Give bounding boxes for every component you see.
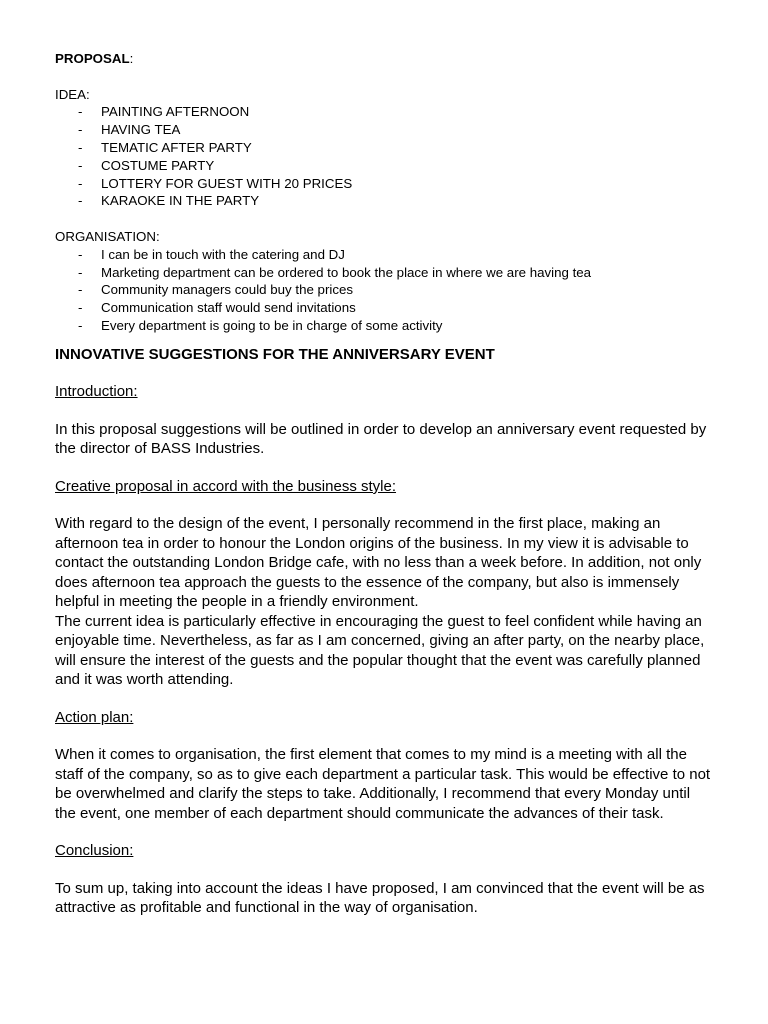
creative-paragraph-1: With regard to the design of the event, I personally recommend in the first place, making an afternoon tea in order to honour the London origins of the business. In my view it is advisable to contact the outstanding London Bridge cafe, with no less than a week before. In addition, not only does afternoon tea approach the guests to the essence of the company, but also is immensely helpful in meeting the people in a friendly environment. <box>55 515 702 611</box>
action-plan-heading: Action plan: <box>55 708 134 726</box>
proposal-colon: : <box>129 51 134 66</box>
document-title: INNOVATIVE SUGGESTIONS FOR THE ANNIVERSARY EVENT <box>55 345 495 363</box>
dash-bullet-icon: - <box>78 122 83 138</box>
dash-bullet-icon: - <box>78 193 83 209</box>
idea-list <box>55 103 715 210</box>
organisation-item: - Communication staff would send invitations <box>78 300 356 316</box>
proposal-label: PROPOSAL <box>55 51 130 66</box>
proposal-heading <box>55 50 715 68</box>
conclusion-heading: Conclusion: <box>55 842 134 860</box>
organisation-item: - I can be in touch with the catering and DJ <box>78 246 345 262</box>
dash-bullet-icon: - <box>78 317 83 333</box>
introduction-paragraph: In this proposal suggestions will be outlined in order to develop an anniversary event requested by the director of BASS Industries. <box>55 420 707 458</box>
organisation-list <box>55 246 715 335</box>
idea-item: - LOTTERY FOR GUEST WITH 20 PRICES <box>78 175 353 191</box>
dash-bullet-icon: - <box>78 139 83 155</box>
idea-item: - HAVING TEA <box>78 122 181 138</box>
dash-bullet-icon: - <box>78 246 83 262</box>
organisation-item: - Marketing department can be ordered to book the place in where we are having tea <box>78 264 592 280</box>
idea-item: - COSTUME PARTY <box>78 157 215 173</box>
organisation-label: ORGANISATION: <box>55 228 160 244</box>
dash-bullet-icon: - <box>78 104 83 120</box>
dash-bullet-icon: - <box>78 282 83 298</box>
introduction-heading: Introduction: <box>55 383 138 401</box>
idea-item: - PAINTING AFTERNOON <box>78 104 250 120</box>
dash-bullet-icon: - <box>78 300 83 316</box>
organisation-item: - Community managers could buy the prices <box>78 282 354 298</box>
dash-bullet-icon: - <box>78 264 83 280</box>
organisation-item: - Every department is going to be in charge of some activity <box>78 317 443 333</box>
conclusion-paragraph: To sum up, taking into account the ideas I have proposed, I am convinced that the event will be as attractive as profitable and functional in the way of organisation. <box>55 879 705 917</box>
creative-heading: Creative proposal in accord with the business style: <box>55 477 397 495</box>
action-plan-paragraph: When it comes to organisation, the first element that comes to my mind is a meeting with all the staff of the company, so as to give each department a particular task. This would be effective to not be overwhelmed and clarify the steps to take. Additionally, I recommend that every Monday until the event, one member of each department should communicate the advances of their task. <box>55 746 711 822</box>
document-page <box>55 50 715 918</box>
idea-item: - KARAOKE IN THE PARTY <box>78 193 260 209</box>
dash-bullet-icon: - <box>78 157 83 173</box>
idea-label: IDEA: <box>55 86 90 102</box>
creative-paragraph-2: The current idea is particularly effective in encouraging the guest to feel confident while having an enjoyable time. Nevertheless, as far as I am concerned, giving an after party, on the nearby place, will ensure the interest of the guests and the popular thought that the event was carefully planned and it was worth attending. <box>55 612 705 689</box>
idea-item: - TEMATIC AFTER PARTY <box>78 139 252 155</box>
dash-bullet-icon: - <box>78 175 83 191</box>
